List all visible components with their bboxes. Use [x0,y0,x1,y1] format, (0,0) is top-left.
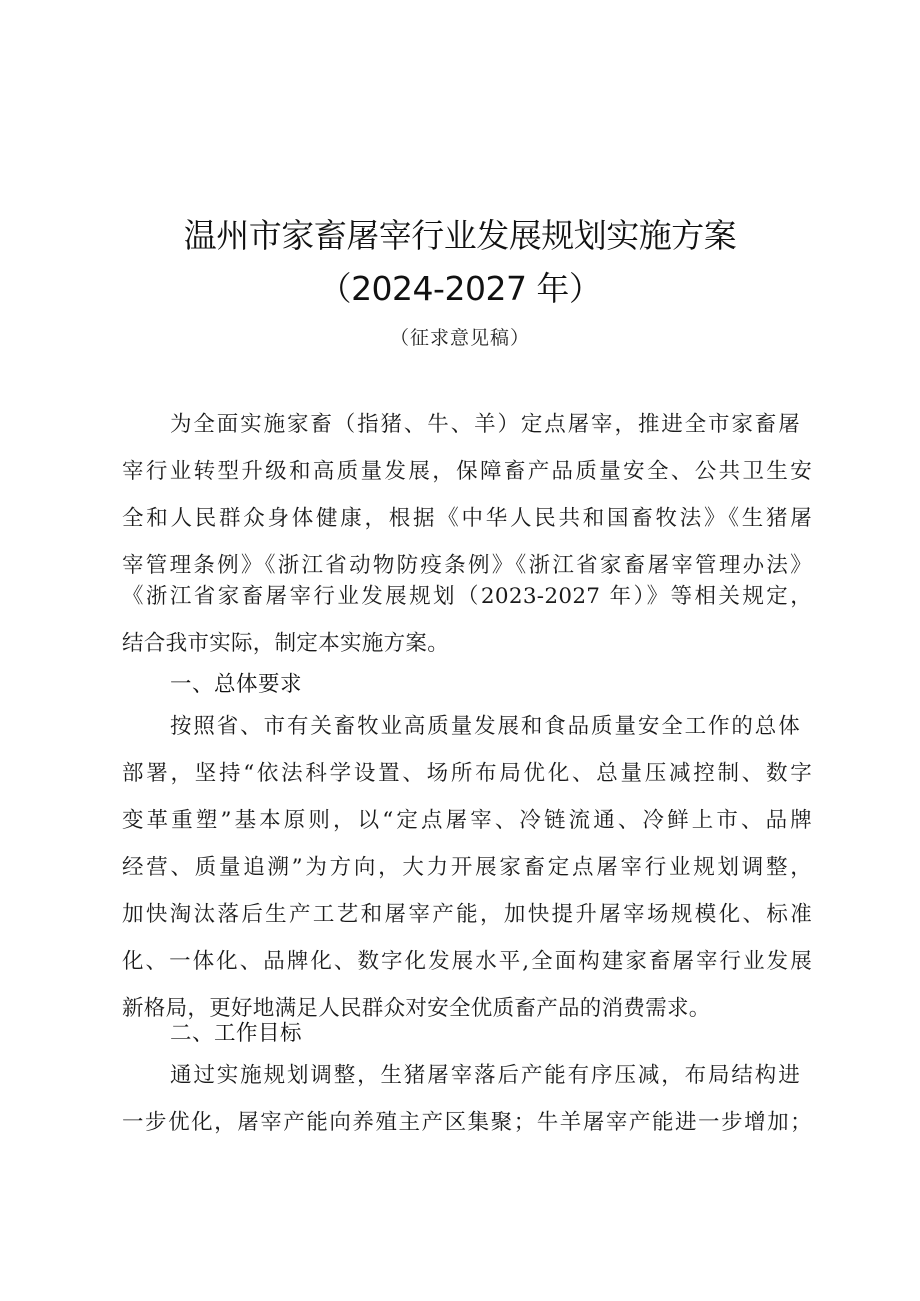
section2-line: 一步优化，屠宰产能向养殖主产区集聚；牛羊屠宰产能进一步增加； [122,1110,812,1135]
intro-line: 全和人民群众身体健康，根据《中华人民共和国畜牧法》《生猪屠 [122,506,812,531]
section2-line: 通过实施规划调整，生猪屠宰落后产能有序压减，布局结构进 [170,1063,800,1088]
section1-line: 变革重塑”基本原则，以“定点屠宰、冷链流通、冷鲜上市、品牌 [122,808,812,833]
intro-line: 宰管理条例》《浙江省动物防疫条例》《浙江省家畜屠宰管理办法》 [122,553,812,578]
section1-line: 按照省、市有关畜牧业高质量发展和食品质量安全工作的总体 [170,714,800,739]
document-title: 温州市家畜屠宰行业发展规划实施方案 [183,216,737,255]
section1-line: 新格局，更好地满足人民群众对安全优质畜产品的消费需求。 [122,996,711,1021]
document-subtitle: （征求意见稿） [389,327,530,349]
section1-line: 部署，坚持“依法科学设置、场所布局优化、总量压减控制、数字 [122,761,812,786]
document-title-years: （2024-2027 年） [318,269,602,308]
section-heading-work-objectives: 二、工作目标 [170,1021,303,1046]
section1-line: 化、一体化、品牌化、数字化发展水平,全面构建家畜屠宰行业发展 [122,949,812,974]
intro-line: 为全面实施家畜（指猪、牛、羊）定点屠宰，推进全市家畜屠 [170,412,800,437]
section-heading-general-requirements: 一、总体要求 [170,672,303,697]
intro-line: 宰行业转型升级和高质量发展，保障畜产品质量安全、公共卫生安 [122,459,812,484]
intro-line: 结合我市实际，制定本实施方案。 [122,631,450,656]
intro-line: 《浙江省家畜屠宰行业发展规划（2023-2027 年）》等相关规定， [122,584,812,609]
section1-line: 经营、质量追溯”为方向，大力开展家畜定点屠宰行业规划调整， [122,855,812,880]
section1-line: 加快淘汰落后生产工艺和屠宰产能，加快提升屠宰场规模化、标准 [122,902,812,927]
